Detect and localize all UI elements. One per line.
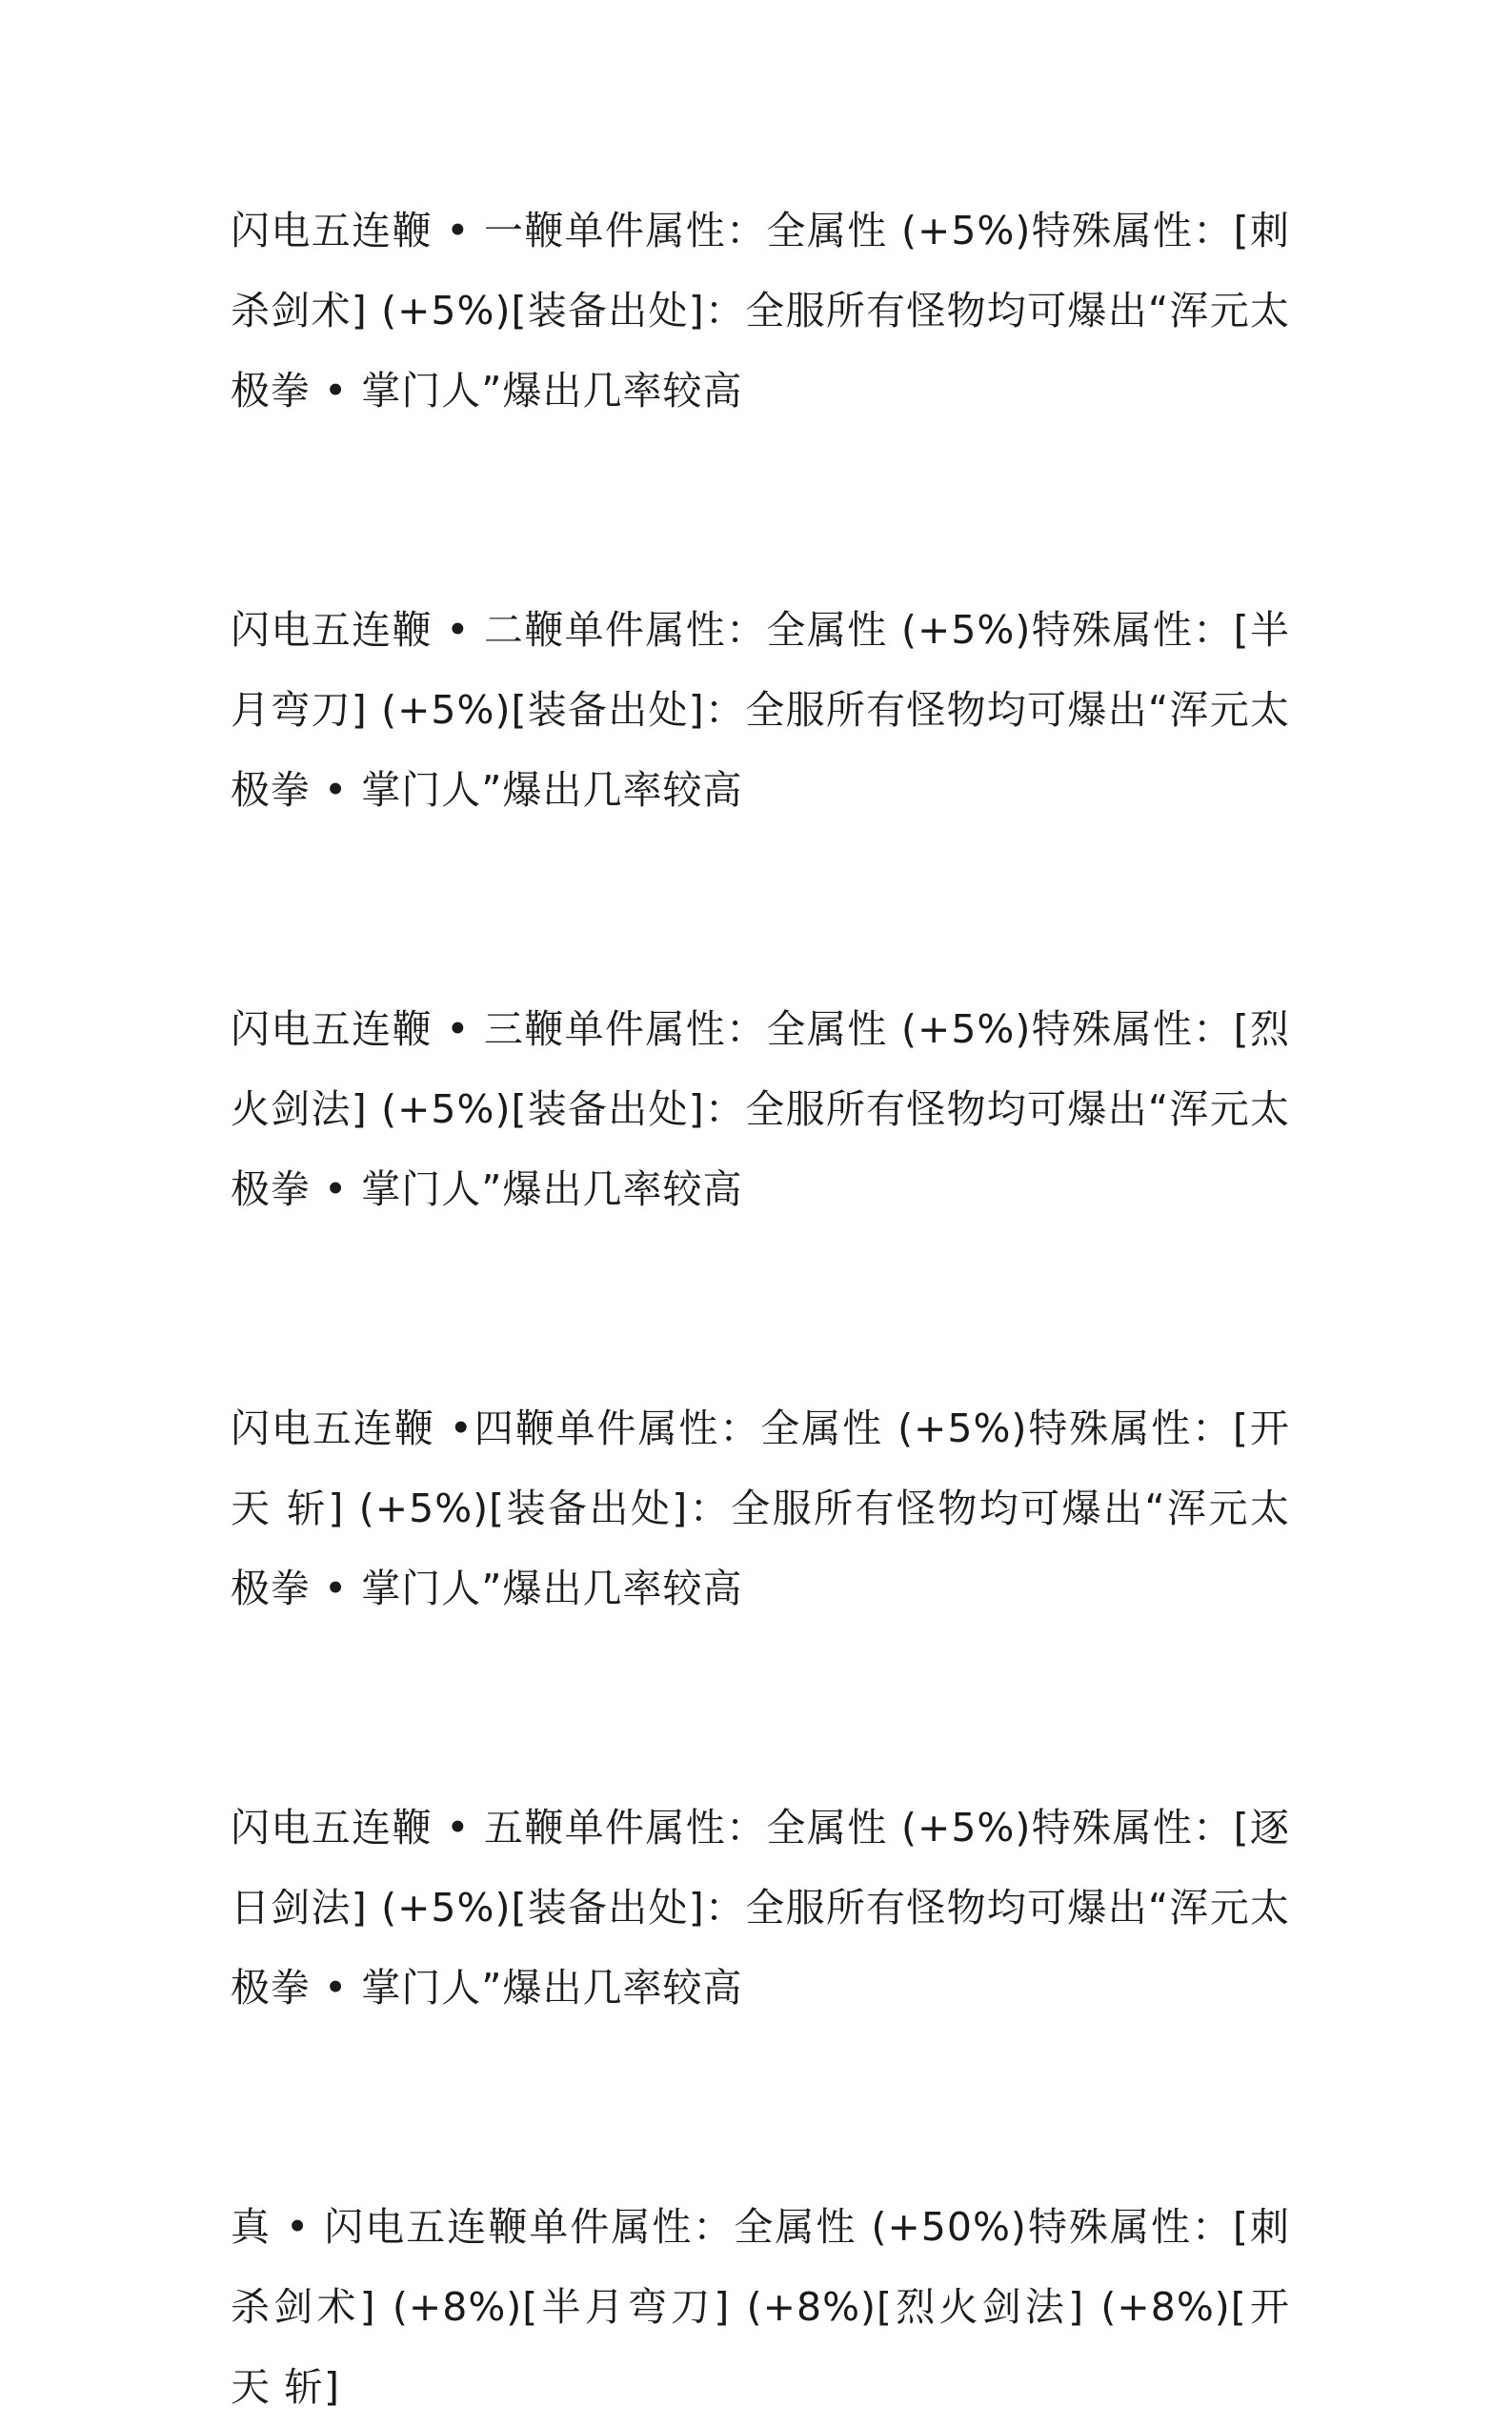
document-body [231, 191, 1290, 2427]
paragraph-whip-four: 闪电五连鞭 •四鞭单件属性：全属性 (+5%)特殊属性：[开 天 斩] (+5%)[装备出处]：全服所有怪物均可爆出“浑元太极拳 • 掌门人”爆出几率较高 [231, 1406, 1290, 1611]
paragraph-whip-three: 闪电五连鞭 • 三鞭单件属性：全属性 (+5%)特殊属性：[烈火剑法] (+5%)[装备出处]：全服所有怪物均可爆出“浑元太极拳 • 掌门人”爆出几率较高 [231, 1006, 1290, 1212]
paragraph-whip-five: 闪电五连鞭 • 五鞭单件属性：全属性 (+5%)特殊属性：[逐日剑法] (+5%)[装备出处]：全服所有怪物均可爆出“浑元太极拳 • 掌门人”爆出几率较高 [231, 1805, 1290, 2011]
paragraph-whip-one: 闪电五连鞭 • 一鞭单件属性：全属性 (+5%)特殊属性：[刺杀剑术] (+5%)[装备出处]：全服所有怪物均可爆出“浑元太极拳 • 掌门人”爆出几率较高 [231, 208, 1290, 414]
paragraph-true-whip: 真 • 闪电五连鞭单件属性：全属性 (+50%)特殊属性：[刺杀剑术] (+8%)[半月弯刀] (+8%)[烈火剑法] (+8%)[开 天 斩] [231, 2204, 1290, 2410]
paragraph-whip-two: 闪电五连鞭 • 二鞭单件属性：全属性 (+5%)特殊属性：[半月弯刀] (+5%)[装备出处]：全服所有怪物均可爆出“浑元太极拳 • 掌门人”爆出几率较高 [231, 607, 1290, 813]
